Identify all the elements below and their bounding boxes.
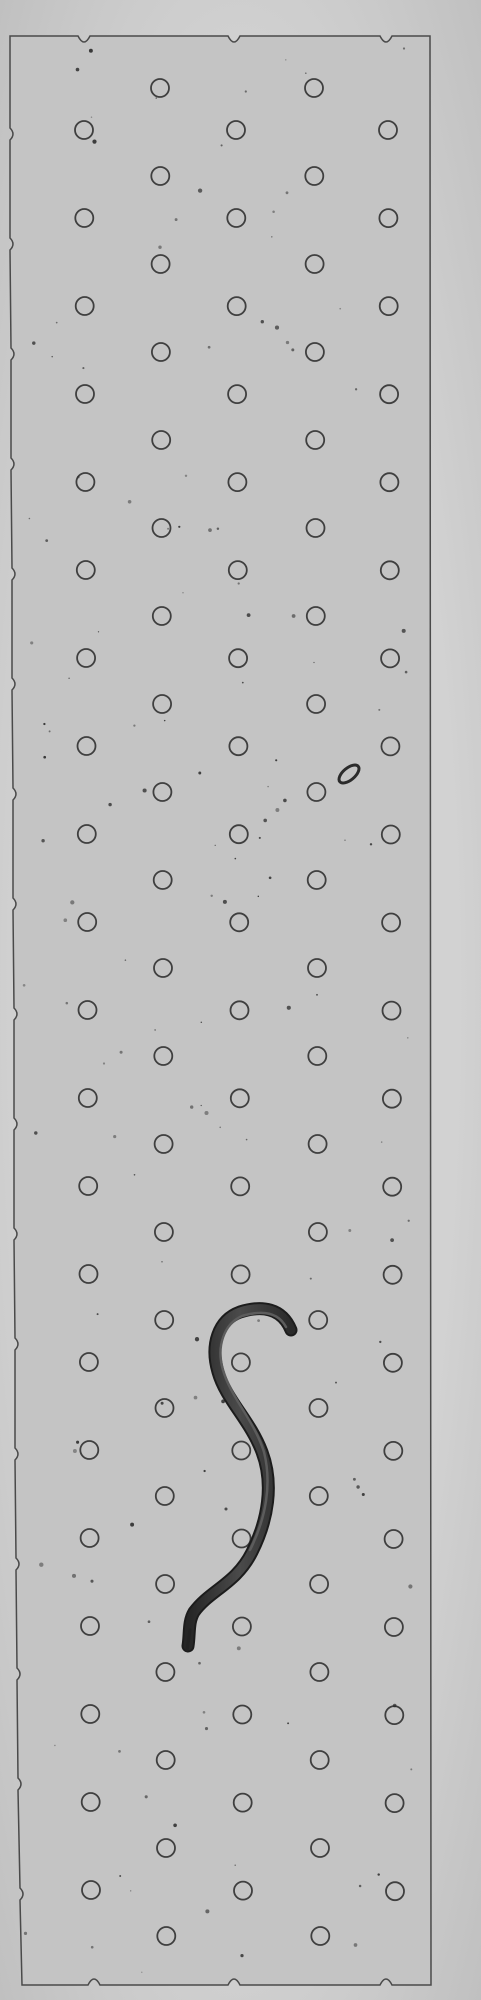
debris-speck bbox=[235, 858, 237, 860]
debris-speck bbox=[148, 1620, 151, 1623]
debris-speck bbox=[221, 144, 223, 146]
debris-speck bbox=[198, 188, 202, 192]
debris-speck bbox=[203, 1470, 205, 1472]
debris-speck bbox=[76, 1441, 79, 1444]
debris-speck bbox=[143, 788, 147, 792]
debris-speck bbox=[89, 49, 93, 53]
debris-speck bbox=[269, 876, 272, 879]
debris-speck bbox=[91, 1946, 94, 1949]
debris-speck bbox=[178, 526, 180, 528]
debris-speck bbox=[275, 759, 277, 761]
debris-speck bbox=[408, 1220, 410, 1222]
debris-speck bbox=[271, 236, 272, 237]
debris-speck bbox=[339, 308, 341, 310]
debris-speck bbox=[237, 1646, 241, 1650]
debris-speck bbox=[34, 1131, 37, 1134]
debris-speck bbox=[68, 678, 70, 680]
debris-speck bbox=[390, 1238, 394, 1242]
debris-speck bbox=[210, 895, 212, 897]
debris-speck bbox=[286, 341, 289, 344]
debris-speck bbox=[173, 1823, 177, 1827]
debris-speck bbox=[267, 786, 268, 787]
debris-speck bbox=[175, 218, 178, 221]
debris-speck bbox=[43, 723, 45, 725]
debris-speck bbox=[161, 1261, 163, 1263]
debris-speck bbox=[355, 388, 357, 390]
debris-speck bbox=[356, 1485, 359, 1488]
debris-speck bbox=[63, 918, 67, 922]
debris-speck bbox=[45, 539, 48, 542]
debris-speck bbox=[76, 68, 80, 72]
debris-speck bbox=[362, 1493, 365, 1496]
debris-speck bbox=[73, 1449, 77, 1453]
debris-speck bbox=[286, 191, 289, 194]
debris-speck bbox=[261, 320, 264, 323]
debris-speck bbox=[305, 72, 307, 74]
debris-speck bbox=[259, 837, 261, 839]
debris-speck bbox=[405, 671, 408, 674]
debris-speck bbox=[275, 808, 279, 812]
debris-speck bbox=[118, 1750, 121, 1753]
debris-speck bbox=[145, 1795, 148, 1798]
debris-speck bbox=[348, 1229, 351, 1232]
debris-speck bbox=[316, 994, 318, 996]
debris-speck bbox=[128, 500, 132, 504]
debris-speck bbox=[379, 1341, 381, 1343]
debris-speck bbox=[224, 1507, 227, 1510]
debris-speck bbox=[215, 845, 216, 846]
debris-speck bbox=[223, 900, 227, 904]
debris-speck bbox=[408, 1584, 412, 1588]
debris-speck bbox=[310, 1278, 312, 1280]
debris-speck bbox=[39, 1563, 43, 1567]
debris-speck bbox=[381, 1141, 382, 1142]
debris-speck bbox=[141, 1972, 142, 1973]
debris-speck bbox=[49, 730, 51, 732]
debris-speck bbox=[134, 1174, 136, 1176]
debris-speck bbox=[219, 1127, 221, 1129]
chamber-outline bbox=[10, 36, 431, 1985]
debris-speck bbox=[103, 1062, 105, 1064]
debris-speck bbox=[275, 326, 279, 330]
debris-speck bbox=[66, 1002, 69, 1005]
debris-speck bbox=[292, 614, 296, 618]
debris-speck bbox=[393, 1704, 397, 1708]
debris-speck bbox=[24, 1932, 27, 1935]
debris-speck bbox=[287, 1722, 289, 1724]
debris-speck bbox=[201, 1105, 202, 1106]
debris-speck bbox=[72, 1574, 76, 1578]
debris-speck bbox=[54, 1745, 55, 1746]
debris-speck bbox=[133, 724, 135, 726]
debris-speck bbox=[161, 1402, 164, 1405]
debris-speck bbox=[125, 959, 127, 961]
debris-speck bbox=[158, 246, 161, 249]
debris-speck bbox=[194, 1396, 198, 1400]
debris-speck bbox=[410, 1768, 412, 1770]
debris-speck bbox=[246, 1139, 248, 1141]
debris-speck bbox=[204, 1111, 208, 1115]
debris-speck bbox=[287, 1006, 291, 1010]
debris-speck bbox=[245, 90, 247, 92]
debris-speck bbox=[195, 1337, 199, 1341]
debris-speck bbox=[283, 799, 287, 803]
debris-speck bbox=[205, 1727, 208, 1730]
debris-speck bbox=[208, 528, 212, 532]
debris-speck bbox=[258, 896, 259, 897]
debris-speck bbox=[344, 840, 345, 841]
debris-speck bbox=[203, 1711, 206, 1714]
debris-speck bbox=[119, 1875, 121, 1877]
debris-speck bbox=[335, 1382, 337, 1384]
debris-speck bbox=[257, 1319, 260, 1322]
debris-speck bbox=[247, 613, 251, 617]
debris-speck bbox=[98, 631, 99, 632]
debris-speck bbox=[359, 1885, 362, 1888]
debris-speck bbox=[403, 47, 405, 49]
debris-speck bbox=[378, 709, 380, 711]
debris-speck bbox=[156, 97, 157, 98]
debris-speck bbox=[354, 1943, 358, 1947]
debris-speck bbox=[90, 1580, 93, 1583]
debris-speck bbox=[30, 641, 33, 644]
debris-speck bbox=[77, 476, 80, 479]
debris-speck bbox=[167, 528, 169, 530]
debris-speck bbox=[41, 839, 44, 842]
debris-speck bbox=[154, 1029, 155, 1030]
debris-speck bbox=[407, 1037, 408, 1038]
debris-speck bbox=[130, 1890, 131, 1891]
debris-speck bbox=[198, 772, 201, 775]
debris-speck bbox=[182, 592, 183, 593]
debris-speck bbox=[353, 1478, 356, 1481]
debris-speck bbox=[32, 341, 35, 344]
debris-speck bbox=[108, 803, 111, 806]
debris-speck bbox=[242, 682, 244, 684]
debris-speck bbox=[43, 756, 46, 759]
debris-speck bbox=[240, 1954, 243, 1957]
debris-speck bbox=[29, 518, 31, 520]
debris-speck bbox=[51, 356, 53, 358]
debris-speck bbox=[198, 1662, 201, 1665]
debris-speck bbox=[113, 1135, 116, 1138]
debris-speck bbox=[234, 1864, 235, 1865]
debris-speck bbox=[190, 1105, 193, 1108]
debris-speck bbox=[56, 322, 58, 324]
debris-speck bbox=[130, 1523, 134, 1527]
debris-speck bbox=[23, 984, 26, 987]
debris-speck bbox=[91, 116, 92, 117]
debris-speck bbox=[164, 720, 165, 721]
debris-speck bbox=[92, 140, 96, 144]
debris-speck bbox=[97, 1313, 99, 1315]
debris-speck bbox=[70, 900, 74, 904]
debris-speck bbox=[370, 843, 372, 845]
debris-speck bbox=[263, 819, 267, 823]
debris-speck bbox=[208, 346, 211, 349]
debris-speck bbox=[201, 1022, 202, 1023]
debris-speck bbox=[217, 527, 219, 529]
debris-speck bbox=[291, 348, 294, 351]
debris-speck bbox=[402, 629, 406, 633]
debris-speck bbox=[185, 475, 187, 477]
debris-speck bbox=[313, 662, 314, 663]
debris-speck bbox=[120, 1051, 123, 1054]
debris-speck bbox=[377, 1873, 379, 1875]
debris-speck bbox=[205, 1909, 209, 1913]
debris-speck bbox=[272, 210, 275, 213]
debris-speck bbox=[82, 367, 84, 369]
debris-speck bbox=[285, 59, 286, 60]
debris-speck bbox=[238, 582, 240, 584]
